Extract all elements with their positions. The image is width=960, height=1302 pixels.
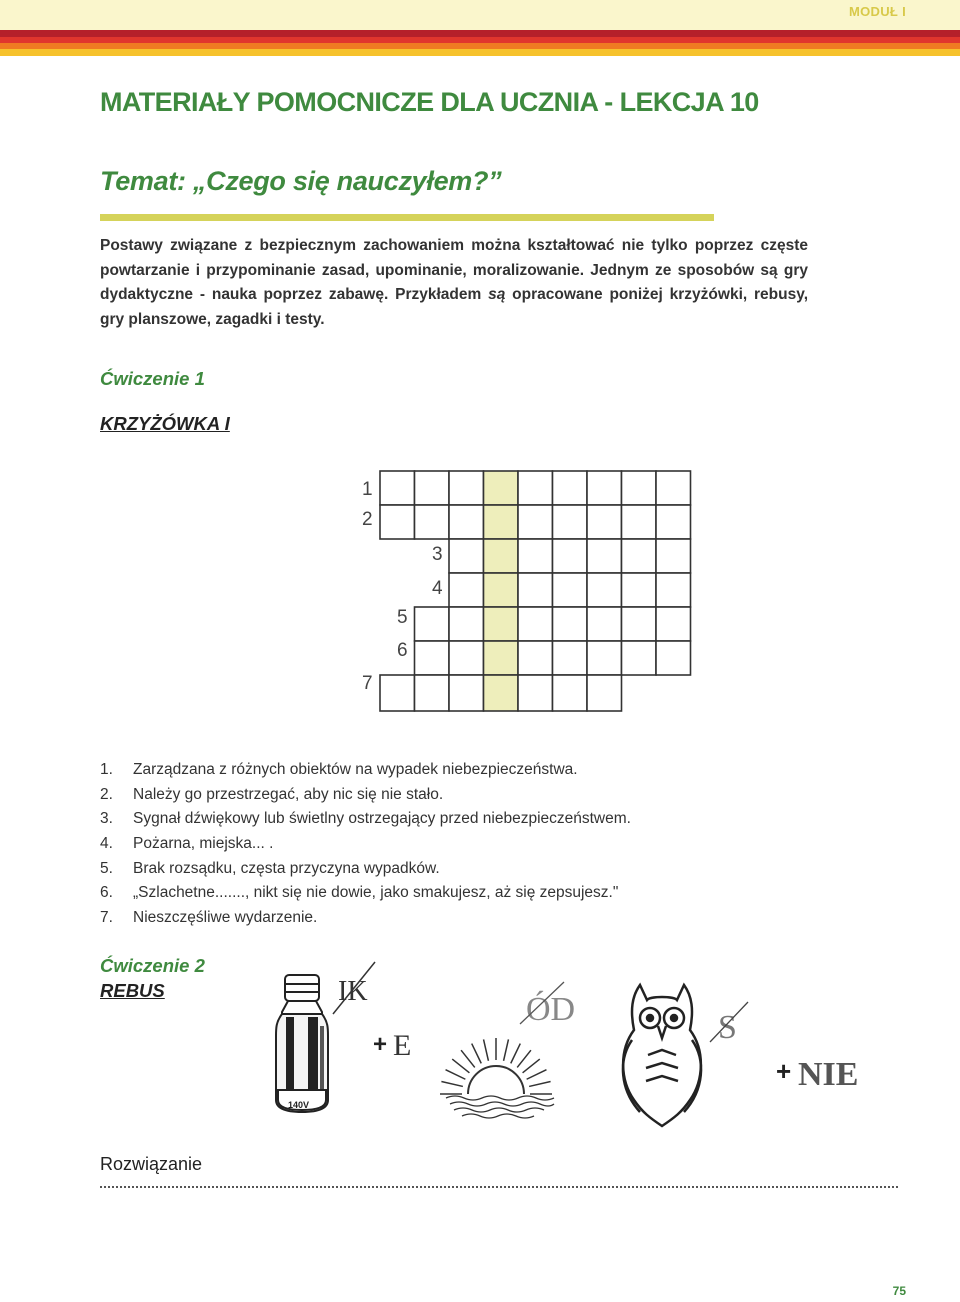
crossword-row-number-5: 5 — [397, 607, 408, 628]
clue-text: Nieszczęśliwe wydarzenie. — [133, 909, 318, 927]
intro-part-1: Postawy związane z bezpiecznym zachowaniem można kształtować nie tylko poprzez częste powtarzanie i przypominanie zasad, upominanie, moralizowanie. Jednym ze sposobów są gry dydaktyczne - nauka poprzez zabawę. Przykładem — [100, 237, 808, 303]
plus-sign-1: + — [373, 1031, 388, 1058]
crossword-cell[interactable] — [518, 607, 553, 641]
crossword-cell[interactable] — [449, 471, 484, 505]
sun-ray — [484, 1039, 489, 1060]
crossword-cell[interactable] — [415, 607, 450, 641]
module-label: MODUŁ I — [849, 4, 906, 19]
exercise-1-subtitle: KRZYŻÓWKA I — [100, 413, 230, 434]
sun-ray — [441, 1082, 462, 1087]
crossword-cell[interactable] — [656, 505, 691, 539]
crossword-cells — [380, 471, 691, 711]
sun-ray — [452, 1059, 469, 1073]
clue-text: Brak rozsądku, częsta przyczyna wypadków. — [133, 859, 440, 877]
header-stripe-yellow — [0, 49, 960, 56]
crossword-solution-cell[interactable] — [484, 607, 519, 641]
crossword-cell[interactable] — [656, 573, 691, 607]
intro-emphasis: są — [488, 286, 506, 303]
crossword-cell[interactable] — [415, 471, 450, 505]
top-band — [0, 0, 960, 30]
sun-ray — [472, 1044, 482, 1064]
crossword-cell[interactable] — [449, 539, 484, 573]
sun-ray — [511, 1044, 521, 1064]
added-word-nie: NIE — [798, 1056, 859, 1093]
clue-text: Pożarna, miejska... . — [133, 835, 274, 853]
crossword-cell[interactable] — [380, 471, 415, 505]
crossword-cell[interactable] — [553, 675, 588, 711]
sun-ray — [446, 1070, 466, 1080]
crossword-cell[interactable] — [449, 607, 484, 641]
sun-ray — [461, 1050, 475, 1067]
intro-paragraph — [100, 234, 808, 332]
crossword-cell[interactable] — [622, 641, 657, 675]
crossword-cell[interactable] — [449, 675, 484, 711]
crossword-row-number-7: 7 — [362, 673, 373, 694]
clue-number: 3. — [100, 810, 113, 828]
crossword-solution-cell[interactable] — [484, 641, 519, 675]
sun-ray — [523, 1059, 540, 1073]
crossword-cell[interactable] — [622, 539, 657, 573]
owl-icon — [623, 985, 701, 1126]
crossed-letter-s: S — [718, 1009, 737, 1046]
clue-number: 7. — [100, 909, 113, 927]
clue-item — [100, 807, 631, 832]
crossword-cell[interactable] — [449, 641, 484, 675]
crossed-letters-od: ÓD — [526, 991, 576, 1028]
solution-label: Rozwiązanie — [100, 1154, 203, 1174]
sun-ray — [517, 1050, 531, 1067]
added-letter-e: E — [393, 1029, 412, 1062]
crossword-solution-cell[interactable] — [484, 573, 519, 607]
crossword-cell[interactable] — [587, 471, 622, 505]
crossword-cell[interactable] — [415, 675, 450, 711]
page-title: MATERIAŁY POMOCNICZE DLA UCZNIA - LEKCJA 10 — [100, 87, 759, 117]
clue-number: 1. — [100, 761, 113, 778]
intro-part-2: opracowane poniżej krzyżówki, rebusy, gry planszowe, zagadki i testy. — [100, 286, 808, 328]
crossword-cell[interactable] — [656, 539, 691, 573]
solution-answer-line[interactable] — [100, 1186, 898, 1188]
crossword-solution-cell[interactable] — [484, 539, 519, 573]
lesson-subject: Temat: „Czego się nauczyłem?” — [100, 166, 502, 196]
crossword-row-number-4: 4 — [432, 578, 443, 599]
crossword-cell[interactable] — [449, 505, 484, 539]
clue-item — [100, 832, 631, 857]
crossword-cell[interactable] — [553, 641, 588, 675]
bottle-icon — [276, 975, 328, 1112]
crossword-cell[interactable] — [587, 505, 622, 539]
clue-number: 6. — [100, 884, 113, 902]
bottle-label: 140V — [288, 1100, 310, 1110]
sun-ray — [529, 1082, 550, 1087]
crossword-cell[interactable] — [553, 505, 588, 539]
crossword-cell[interactable] — [553, 607, 588, 641]
crossword-cell[interactable] — [587, 675, 622, 711]
crossword-cell[interactable] — [622, 505, 657, 539]
clue-number: 4. — [100, 835, 113, 853]
crossword-solution-cell[interactable] — [484, 505, 519, 539]
sun-ray — [527, 1070, 547, 1080]
crossword-cell[interactable] — [518, 573, 553, 607]
crossword-cell[interactable] — [518, 471, 553, 505]
clue-item — [100, 857, 631, 882]
clue-item — [100, 758, 631, 783]
crossword-cell[interactable] — [587, 641, 622, 675]
crossword-cell[interactable] — [415, 641, 450, 675]
crossword-cell[interactable] — [553, 471, 588, 505]
crossword-cell[interactable] — [622, 471, 657, 505]
sun-ray — [504, 1039, 509, 1060]
crossword-row-number-1: 1 — [362, 479, 373, 500]
crossword-clues — [100, 758, 631, 931]
plus-sign-2: + — [776, 1056, 792, 1086]
crossword-cell[interactable] — [587, 573, 622, 607]
crossword-cell[interactable] — [656, 471, 691, 505]
clue-text: Sygnał dźwiękowy lub świetlny ostrzegający przed niebezpieczeństwem. — [133, 810, 631, 828]
crossword-row-number-6: 6 — [397, 640, 408, 661]
crossword-cell[interactable] — [656, 641, 691, 675]
sunset-icon — [440, 1038, 552, 1094]
header-stripe-red — [0, 30, 960, 37]
crossed-letters-ik: IK — [338, 976, 368, 1007]
clue-text: Należy go przestrzegać, aby nic się nie stało. — [133, 785, 444, 803]
crossword-cell[interactable] — [415, 505, 450, 539]
crossword-cell[interactable] — [518, 675, 553, 711]
crossword-cell[interactable] — [587, 607, 622, 641]
crossword-cell[interactable] — [518, 505, 553, 539]
clue-text: „Szlachetne......., nikt się nie dowie, jako smakujesz, aż się zepsujesz." — [133, 884, 619, 902]
clue-item — [100, 783, 631, 808]
crossword-solution-cell[interactable] — [484, 471, 519, 505]
clue-item — [100, 881, 631, 906]
crossword-cell[interactable] — [553, 539, 588, 573]
page-number: 75 — [892, 1284, 906, 1298]
crossword-row-number-3: 3 — [432, 544, 443, 565]
exercise-2-title: Ćwiczenie 2 — [100, 955, 205, 976]
exercise-2-subtitle: REBUS — [100, 980, 165, 1001]
exercise-1-title: Ćwiczenie 1 — [100, 368, 205, 389]
crossword-grid — [355, 470, 695, 716]
clue-text: Zarządzana z różnych obiektów na wypadek niebezpieczeństwa. — [133, 761, 578, 778]
clue-number: 2. — [100, 785, 113, 803]
clue-item — [100, 906, 631, 931]
crossword-cell[interactable] — [656, 607, 691, 641]
subject-underline-bar — [100, 214, 714, 221]
crossword-cell[interactable] — [622, 607, 657, 641]
rebus-puzzle — [0, 940, 960, 1140]
crossword-cell[interactable] — [380, 505, 415, 539]
crossword-cell[interactable] — [622, 573, 657, 607]
crossword-row-number-2: 2 — [362, 509, 373, 530]
crossword-cell[interactable] — [587, 539, 622, 573]
crossword-cell[interactable] — [518, 641, 553, 675]
crossword-cell[interactable] — [553, 573, 588, 607]
clue-number: 5. — [100, 859, 113, 877]
crossword-solution-cell[interactable] — [484, 675, 519, 711]
crossword-cell[interactable] — [380, 675, 415, 711]
sea-waves — [446, 1096, 554, 1118]
crossword-cell[interactable] — [518, 539, 553, 573]
crossword-cell[interactable] — [449, 573, 484, 607]
